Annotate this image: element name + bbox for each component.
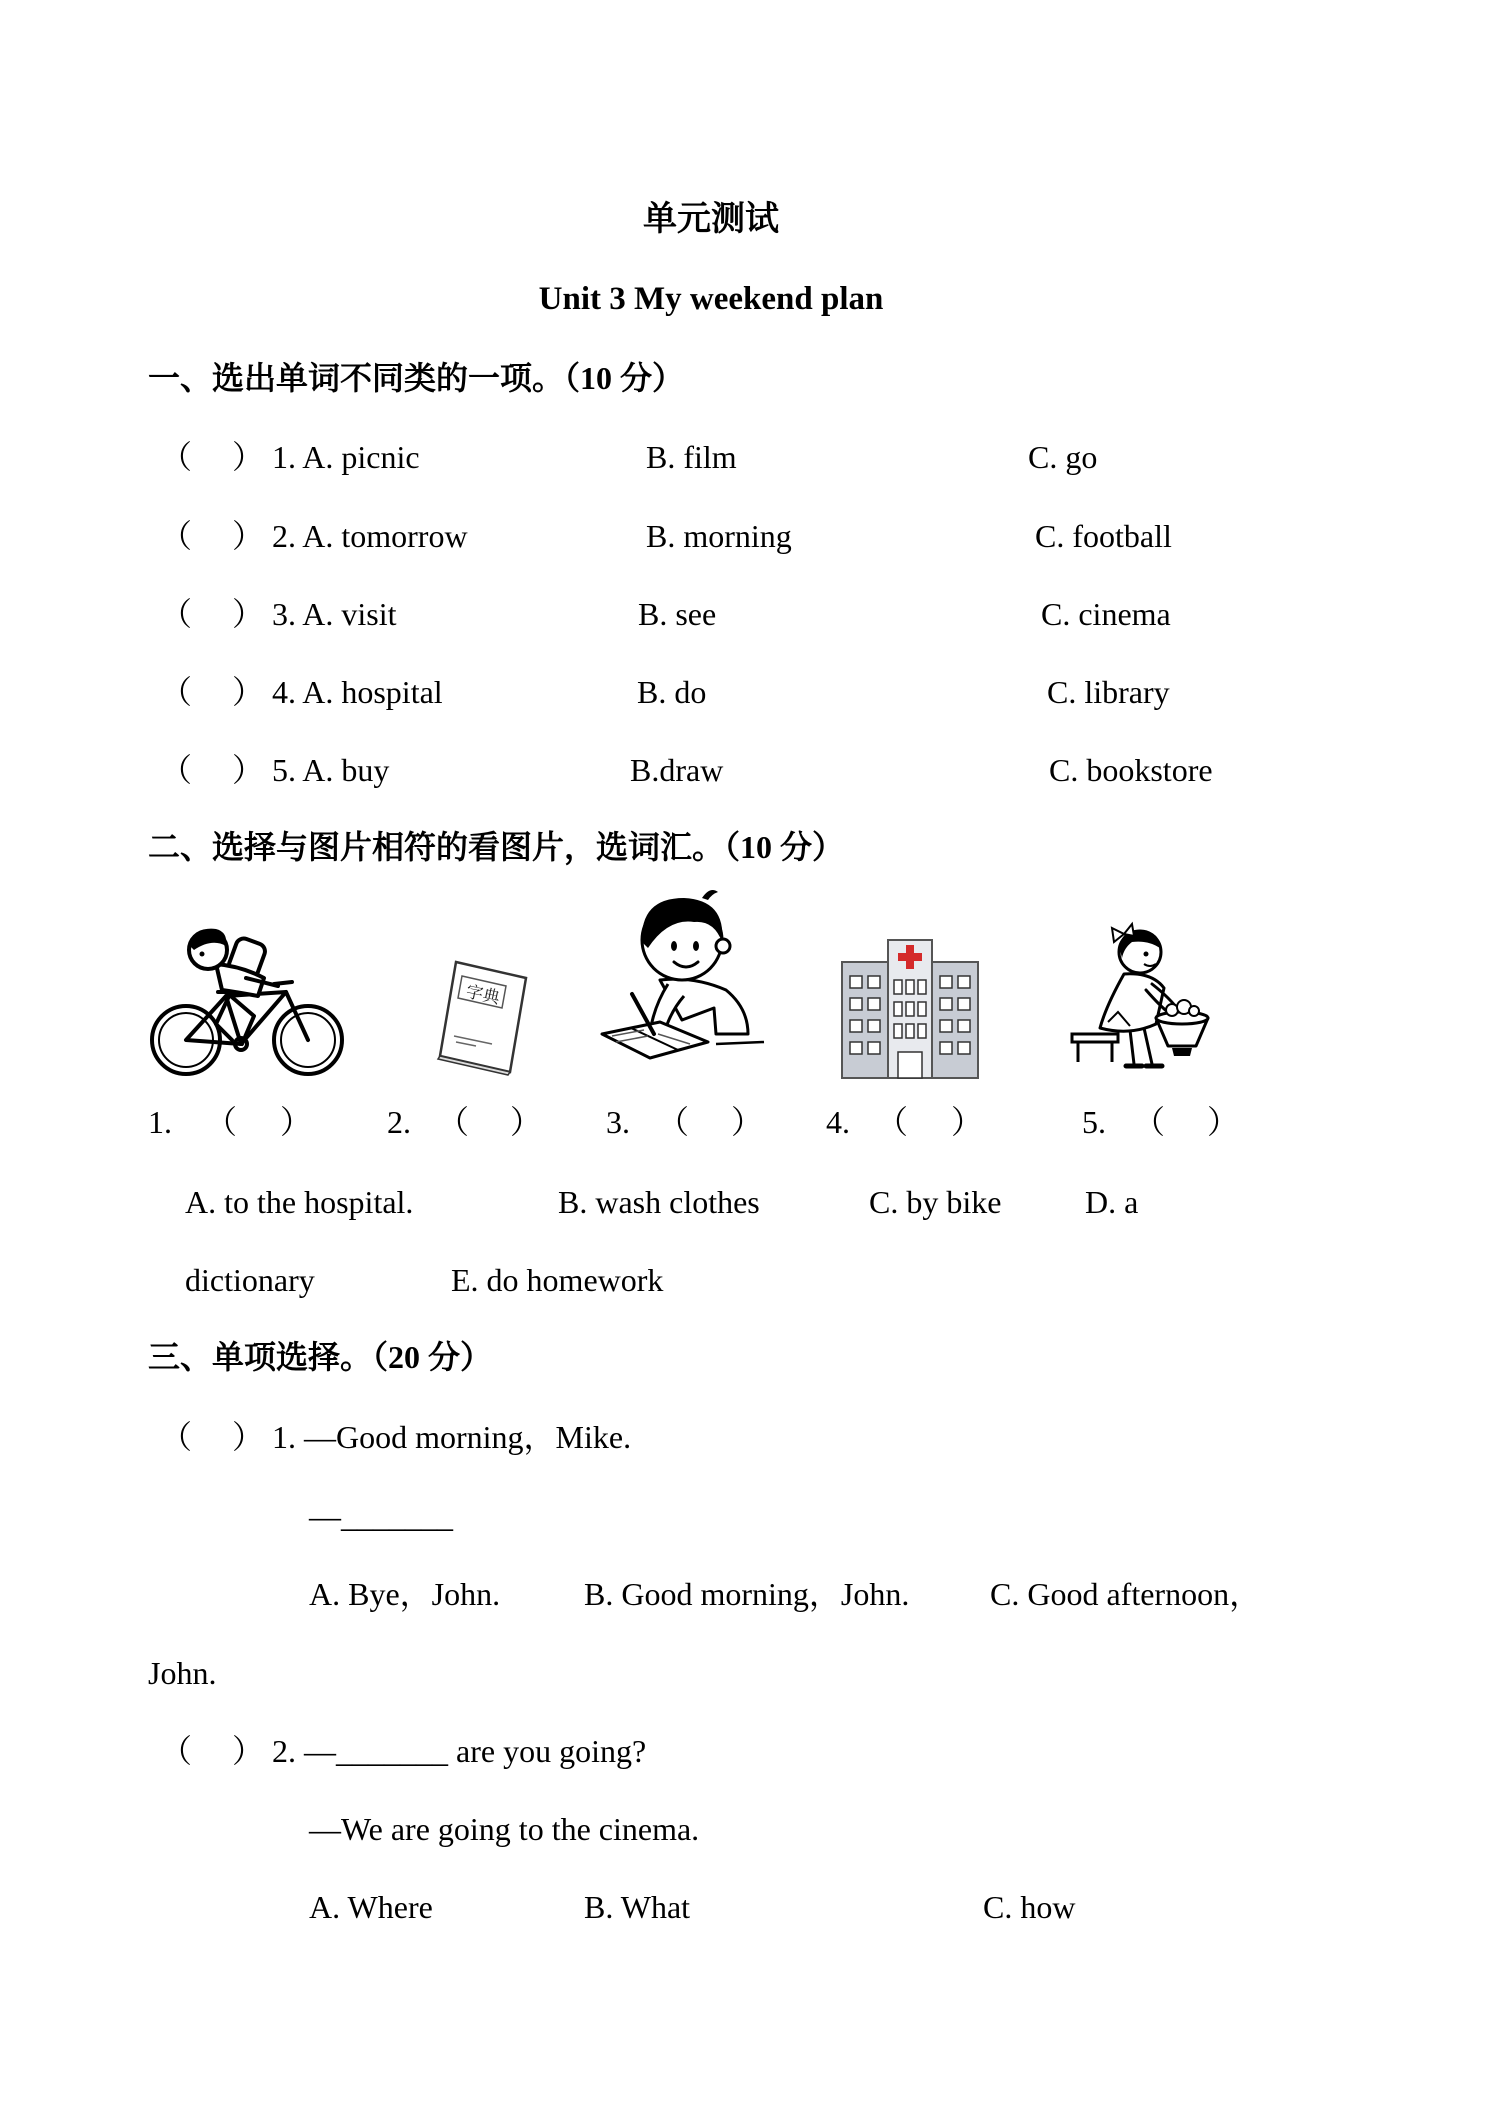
- answer-close-paren: ）: [951, 1104, 984, 1140]
- answer-close-paren: ）: [731, 1104, 764, 1140]
- option-b: B. see: [638, 596, 717, 632]
- answer-open-paren: （: [205, 1104, 238, 1140]
- question-stem: 3. A. visit: [272, 596, 397, 632]
- answer-open-paren: （: [876, 1104, 909, 1140]
- section3-header: 三、单项选择。（20 分）: [148, 1339, 493, 1375]
- answer-open-paren: （: [160, 674, 193, 710]
- answer-open-paren: （: [160, 596, 193, 632]
- page-title: 单元测试: [643, 201, 779, 238]
- answer-open-paren: （: [160, 439, 193, 475]
- question-stem: 5. A. buy: [272, 752, 390, 788]
- option-c: C. Good afternoon，: [990, 1576, 1262, 1612]
- question-stem: 1. A. picnic: [272, 439, 420, 475]
- option-b: B. What: [584, 1889, 691, 1925]
- picture-number: 4.: [826, 1104, 850, 1140]
- word-option-d: D. a: [1085, 1184, 1139, 1220]
- answer-open-paren: （: [1133, 1104, 1166, 1140]
- option-b: B. Good morning，John.: [584, 1576, 910, 1612]
- boy-doing-homework-icon: [598, 884, 768, 1076]
- answer-close-paren: ）: [232, 518, 265, 554]
- question-stem: 2. —_______ are you going?: [272, 1733, 647, 1769]
- option-b: B. morning: [646, 518, 792, 554]
- option-c: C. cinema: [1041, 596, 1171, 632]
- section2-header: 二、选择与图片相符的看图片，选词汇。（10 分）: [148, 829, 845, 865]
- answer-open-paren: （: [160, 752, 193, 788]
- answer-close-paren: ）: [232, 1419, 265, 1455]
- picture-number: 1.: [148, 1104, 172, 1140]
- boy-riding-bike-icon: [146, 916, 346, 1081]
- word-option-b: B. wash clothes: [558, 1184, 760, 1220]
- girl-washing-clothes-icon: [1060, 914, 1212, 1080]
- option-c: C. bookstore: [1049, 752, 1213, 788]
- answer-close-paren: ）: [232, 752, 265, 788]
- word-option-d-continued: dictionary: [185, 1262, 315, 1298]
- option-b: B. film: [646, 439, 737, 475]
- answer-close-paren: ）: [232, 596, 265, 632]
- option-a: A. Bye，John.: [309, 1576, 501, 1612]
- answer-close-paren: ）: [232, 674, 265, 710]
- unit-subtitle: Unit 3 My weekend plan: [538, 281, 884, 317]
- answer-close-paren: ）: [232, 1733, 265, 1769]
- question-stem: 2. A. tomorrow: [272, 518, 468, 554]
- option-c-continued: John.: [148, 1655, 217, 1691]
- option-b: B.draw: [630, 752, 724, 788]
- hospital-icon: [840, 938, 980, 1080]
- option-c: C. go: [1028, 439, 1098, 475]
- answer-open-paren: （: [160, 518, 193, 554]
- reply-line: —We are going to the cinema.: [309, 1811, 700, 1847]
- question-stem: 1. —Good morning，Mike.: [272, 1419, 632, 1455]
- option-c: C. how: [983, 1889, 1076, 1925]
- answer-close-paren: ）: [232, 439, 265, 475]
- answer-open-paren: （: [160, 1419, 193, 1455]
- question-stem: 4. A. hospital: [272, 674, 443, 710]
- answer-close-paren: ）: [1207, 1104, 1240, 1140]
- picture-number: 3.: [606, 1104, 630, 1140]
- option-b: B. do: [637, 674, 707, 710]
- answer-close-paren: ）: [510, 1104, 543, 1140]
- option-c: C. library: [1047, 674, 1170, 710]
- option-c: C. football: [1035, 518, 1172, 554]
- picture-number: 5.: [1082, 1104, 1106, 1140]
- answer-open-paren: （: [160, 1733, 193, 1769]
- answer-open-paren: （: [437, 1104, 470, 1140]
- option-a: A. Where: [309, 1889, 433, 1925]
- answer-open-paren: （: [657, 1104, 690, 1140]
- word-option-a: A. to the hospital.: [185, 1184, 414, 1220]
- word-option-e: E. do homework: [451, 1262, 664, 1298]
- dictionary-lettering: 字典: [464, 981, 502, 1009]
- section1-header: 一、选出单词不同类的一项。（10 分）: [148, 360, 685, 396]
- answer-line: —_______: [309, 1498, 453, 1534]
- picture-number: 2.: [387, 1104, 411, 1140]
- answer-close-paren: ）: [280, 1104, 313, 1140]
- word-option-c: C. by bike: [869, 1184, 1002, 1220]
- dictionary-icon: [436, 958, 528, 1076]
